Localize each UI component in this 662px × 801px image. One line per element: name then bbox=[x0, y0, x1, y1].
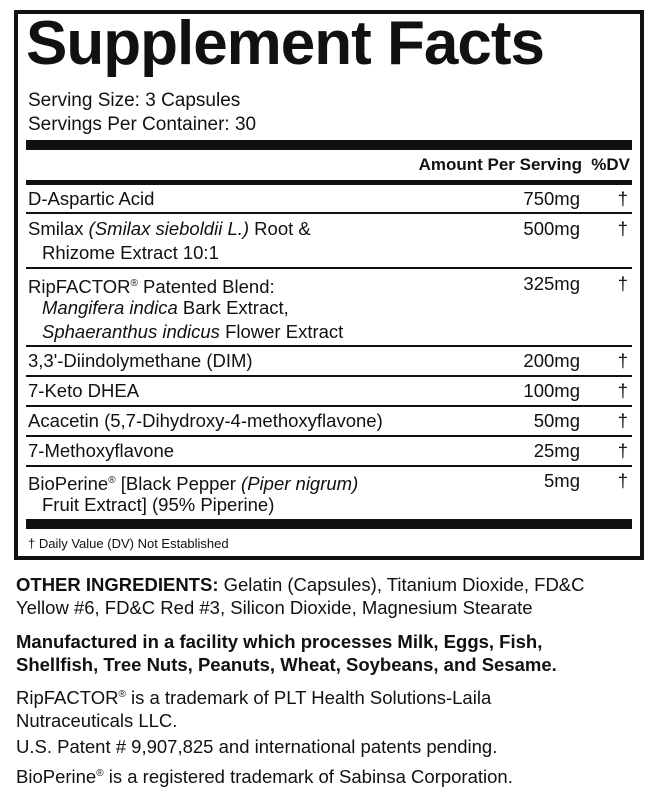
ingredient-dv: † bbox=[617, 470, 628, 491]
thick-divider-top bbox=[26, 140, 632, 150]
ingredient-amount: 200mg bbox=[523, 350, 580, 371]
ingredient-dv: † bbox=[617, 440, 628, 461]
ingredient-name-line2: Fruit Extract] (95% Piperine) bbox=[42, 494, 275, 515]
thick-divider-bottom bbox=[26, 519, 632, 529]
ingredient-name: Smilax (Smilax sieboldii L.) Root & bbox=[28, 218, 311, 239]
ingredient-name: 7-Methoxyflavone bbox=[28, 440, 175, 461]
other-ingredients-text: Gelatin (Capsules), Titanium Dioxide, FD&C bbox=[218, 574, 585, 595]
ingredient-amount: 25mg bbox=[533, 440, 580, 461]
ingredient-amount: 500mg bbox=[523, 218, 580, 239]
servings-per-container: Servings Per Container: 30 bbox=[28, 114, 257, 135]
patent-notice: U.S. Patent # 9,907,825 and international patents pending. bbox=[16, 736, 498, 757]
ingredient-dv: † bbox=[617, 218, 628, 239]
other-ingredients bbox=[16, 573, 648, 619]
other-ingredients-text2: Yellow #6, FD&C Red #3, Silicon Dioxide, Magnesium Stearate bbox=[16, 597, 533, 618]
ingredient-dv: † bbox=[617, 410, 628, 431]
ingredient-dv: † bbox=[617, 380, 628, 401]
bioperine-trademark: BioPerine® is a registered trademark of Sabinsa Corporation. bbox=[16, 766, 513, 787]
ingredient-dv: † bbox=[617, 350, 628, 371]
ingredient-name: 7-Keto DHEA bbox=[28, 380, 140, 401]
amount-per-serving-header: Amount Per Serving bbox=[418, 155, 582, 174]
allergen-statement: Manufactured in a facility which processes Milk, Eggs, Fish, Shellfish, Tree Nuts, Peanuts, Wheat, Soybeans, and Sesame. bbox=[16, 631, 557, 675]
ingredient-name: Acacetin (5,7-Dihydroxy-4-methoxyflavone) bbox=[28, 410, 383, 431]
row-divider bbox=[26, 465, 632, 467]
row-divider bbox=[26, 435, 632, 437]
ingredient-name-line3: Sphaeranthus indicus Flower Extract bbox=[42, 321, 344, 342]
ingredient-name: D-Aspartic Acid bbox=[28, 188, 155, 209]
ripfactor-trademark: RipFACTOR® is a trademark of PLT Health Solutions-Laila Nutraceuticals LLC. bbox=[16, 687, 492, 731]
ingredient-name: RipFACTOR® Patented Blend: bbox=[28, 276, 275, 297]
ingredient-amount: 750mg bbox=[523, 188, 580, 209]
panel-title: Supplement Facts bbox=[26, 9, 544, 78]
ingredient-amount: 325mg bbox=[523, 273, 580, 294]
dv-footnote: † Daily Value (DV) Not Established bbox=[28, 536, 229, 551]
ingredient-amount: 5mg bbox=[544, 470, 580, 491]
ingredient-dv: † bbox=[617, 273, 628, 294]
ingredient-name: 3,3'-Diindolymethane (DIM) bbox=[28, 350, 253, 371]
ingredient-name: BioPerine® [Black Pepper (Piper nigrum) bbox=[28, 473, 359, 494]
other-ingredients-label: OTHER INGREDIENTS: bbox=[16, 574, 219, 595]
serving-size: Serving Size: 3 Capsules bbox=[28, 90, 241, 111]
row-divider bbox=[26, 345, 632, 347]
ingredient-amount: 50mg bbox=[533, 410, 580, 431]
ingredient-amount: 100mg bbox=[523, 380, 580, 401]
ingredient-name-line2: Mangifera indica Bark Extract, bbox=[42, 297, 289, 318]
dv-header: %DV bbox=[591, 155, 630, 174]
ingredient-name-line2: Rhizome Extract 10:1 bbox=[42, 242, 219, 263]
supplement-facts-panel bbox=[14, 10, 644, 560]
thick-divider-header bbox=[26, 180, 632, 185]
ingredient-dv: † bbox=[617, 188, 628, 209]
row-divider bbox=[26, 267, 632, 269]
row-divider bbox=[26, 405, 632, 407]
row-divider bbox=[26, 375, 632, 377]
row-divider bbox=[26, 212, 632, 214]
